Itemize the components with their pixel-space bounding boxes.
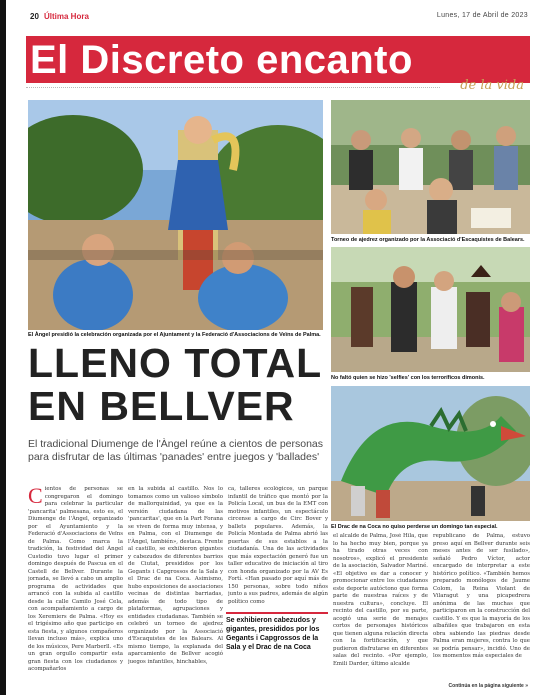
caption-chess-photo: Torneo de ajedrez organizado por la Associació d'Escaquistes de Balears. [331, 237, 525, 243]
page-edge-rule [0, 0, 6, 695]
page-number: 20 [30, 12, 39, 21]
body-column-5 [433, 533, 530, 673]
caption-selfie-photo: No faltó quien se hizo 'selfies' con los terroríficos dimonis. [331, 375, 485, 381]
banner-kicker: de la vida [460, 78, 524, 93]
main-photo-angel [28, 100, 323, 330]
article-standfirst: El tradicional Diumenge de l'Àngel reúne a cientos de personas para disfrutar de las últimas 'panades' entre juegos y 'ballades' [28, 438, 324, 463]
photo-chess-tournament [331, 100, 530, 234]
banner-title: El Discreto encanto [30, 38, 413, 82]
continues-link[interactable]: Continúa en la página siguiente » [448, 683, 528, 689]
caption-coca-photo: El Drac de na Coca no quiso perderse un domingo tan especial. [331, 524, 498, 530]
section-name: Última Hora [44, 12, 89, 21]
caption-main-photo: El Àngel presidió la celebración organizada por el Ajuntament y la Federació d'Associacions de Veïns de Palma. [28, 332, 321, 338]
photo-dimonis-selfie [331, 247, 530, 372]
banner-subline [26, 78, 530, 94]
section-banner [26, 36, 530, 83]
body-column-4 [333, 533, 428, 683]
body-column-2 [128, 486, 223, 688]
running-header [30, 12, 528, 26]
body-text-2: en la subida al castillo. Nos lo tomamos como un valioso símbolo de mallorquinidad, ya que es la versión ciudadana de las 'pancaritas', que en la Part Forana se viven de forma muy intensa, y en Palma, con el Diumenge de l'Àngel, también», destaca. Frente al castillo, se exhibieron gigantes y cabezudos de diferentes barrios de Ciutat, presididos por los Gegants i Capgrossos de la Sala y el Drac de na Coca. Asimismo, hubo exposiciones de asociaciones vecinas de distintas barriadas, además de todo tipo de plataformas, agrupaciones y entidades ciudadanas. También se celebró un torneo de ajedrez organizado por la Associació d'Escaquistes de les Balears. Al mismo tiempo, la explanada del aparcamiento de Bellver acogió juegos infantiles, hinchables, [128, 486, 223, 665]
pull-quote: Se exhibieron cabezudos y gigantes, presididos por los Gegants i Capgrossos de la Sala y el Drac de na Coca [226, 612, 328, 652]
body-text-3: ca, talleres ecológicos, un parque infantil de tráfico que montó por la Policía Local, un bus de la EMT con motivos infantiles, un espectáculo circense a cargo de Circ Bover y ballets populares. Además, la Policía Montada de Palma abrió las puertas de sus establos a la ciudadanía. Una de las actividades que más expectación generó fue un taller educativo de iniciación al tiro con honda organizado por la AV Es Fortí. «Han pasado por aquí más de 150 personas, sobre todo niños junto a sus padres, además de algún político como [228, 486, 328, 605]
body-text-5: republicano de Palma, estuvo preso aquí en Bellver durante seis meses antes de ser fusilado», señaló Pedro Víctor, actor encargado de interpretar a este histórico político. «También hemos preparado monólogos de Jaume Colom, la Reina Violant de Vilaragut y una picapedrera anónima de las muchas que participaron en la construcción del castillo. Y es que la mayoría de los albañiles que trabajaron en esta obra sabiendo las piedras desde Palma eran mujeres, contra lo que se podría pensar», incidió. Uno de los momentos más especiales de [433, 533, 530, 659]
drop-cap: C [28, 486, 43, 508]
issue-date: Lunes, 17 de Abril de 2023 [436, 12, 528, 19]
body-text-1: ientos de personas se congregaron el domingo para celebrar la particular 'pancarita' palmesana, esto es, el Diumenge de l'Àngel, organizado por el Ayuntamiento y la Federació d'Associacions de Veïns de Palma. Como marca la tradición, la festividad del Àngel Custodio tuvo lugar el primer domingo después de Pascua en el Castell de Bellver. Durante la jornada, se llevó a cabo un amplio programa de actividades que arrancó con la subida al castillo desde la calle Camilo José Cela, con acompañamiento a cargo de los Xeremiers de Palma. «Hoy es el trigésimo año que participo en esta fiesta, y algunos compañeros llevan incluso más», explica uno de los músicos, Pere Marberll. «Es un gran orgullo compartir esta gran fiesta con los ciudadanos y acompañarlos [28, 486, 123, 672]
body-column-3 [228, 486, 328, 608]
article-headline: LLENO TOTAL EN BELLVER [28, 340, 322, 429]
body-text-4: el alcalde de Palma, José Hila, que lo ha hecho muy bien, porque ya ha tirado otras veces con nosotros», explicó el presidente de la asociación, Salvador Mariné. «El objetivo es dar a conocer y promocionar entre los ciudadanos este deporte autóctono que forma parte de nuestras raíces y de nuestra cultura», concluye. El recinto del castillo, por su parte, acogió una serie de menajes cortos de personajes históricos que tienen alguna relación directa con la fortificación, y que pudieron disfrutarse en diferentes salas del recinto. «Por ejemplo, Emili Darder, último alcalde [333, 533, 428, 667]
dotted-rule [26, 87, 440, 88]
photo-drac-de-na-coca [331, 386, 530, 521]
body-column-1 [28, 486, 123, 688]
